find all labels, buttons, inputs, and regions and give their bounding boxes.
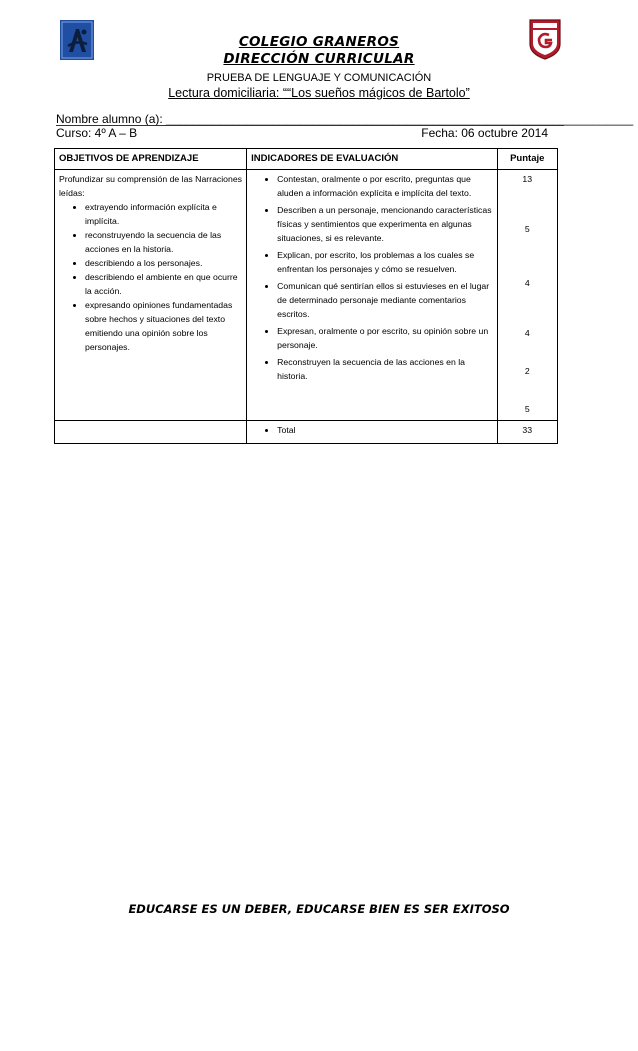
evaluation-table	[54, 148, 558, 444]
footer-motto: EDUCARSE ES UN DEBER, EDUCARSE BIEN ES SER EXITOSO	[128, 902, 510, 916]
scores-cell	[497, 170, 558, 421]
score-value: 4	[524, 328, 530, 338]
student-name-field: Nombre alumno (a): ______________________________________________________________________	[56, 112, 634, 126]
score-value: 5	[524, 404, 530, 414]
list-item: • describiendo el ambiente en que ocurre la acción.	[85, 270, 242, 298]
objective-intro: Profundizar su comprensión de las Narraciones leídas:	[59, 174, 243, 198]
score-value: 13	[522, 174, 533, 184]
school-name: COLEGIO GRANEROS	[238, 34, 400, 50]
objectives-list	[59, 200, 242, 354]
table-header-row	[55, 149, 558, 170]
direction-title: DIRECCIÓN CURRICULAR	[223, 51, 415, 67]
list-item: • Contestan, oralmente o por escrito, preguntas que aluden a información explícita e implícita del texto.	[277, 172, 492, 200]
list-item: • expresando opiniones fundamentadas sobre hechos y situaciones del texto emitiendo una opinión sobre los personajes.	[85, 298, 242, 354]
list-item: • describiendo a los personajes.	[85, 256, 242, 270]
total-label: • Total	[277, 423, 492, 437]
total-list	[251, 423, 492, 437]
indicators-list	[251, 172, 492, 383]
indicators-header: INDICADORES DE EVALUACIÓN	[247, 149, 497, 170]
score-value: 5	[524, 224, 530, 234]
list-item: • Describen a un personaje, mencionando características físicas y sentimientos que experimenta en algunas situaciones, si es relevante.	[277, 203, 492, 245]
date-label: Fecha: 06 octubre 2014	[421, 126, 548, 140]
list-item: • Explican, por escrito, los problemas a los cuales se enfrentan los personajes y cómo se resuelven.	[277, 248, 492, 276]
course-line	[56, 126, 564, 140]
table-row	[55, 170, 558, 421]
reading-title: ““Los sueños mágicos de Bartolo”	[282, 86, 470, 100]
list-item: • reconstruyendo la secuencia de las acciones en la historia.	[85, 228, 242, 256]
indicators-cell	[247, 170, 497, 421]
test-title: PRUEBA DE LENGUAJE Y COMUNICACIÓN	[206, 72, 432, 84]
list-item: • Reconstruyen la secuencia de las acciones en la historia.	[277, 355, 492, 383]
reading-line	[0, 86, 638, 100]
score-header: Puntaje	[497, 149, 558, 170]
objectives-header: OBJETIVOS DE APRENDIZAJE	[55, 149, 247, 170]
list-item: • extrayendo información explícita e implícita.	[85, 200, 242, 228]
list-item: • Expresan, oralmente o por escrito, su opinión sobre un personaje.	[277, 324, 492, 352]
course-label: Curso: 4º A – B	[56, 126, 138, 140]
total-row	[55, 421, 558, 444]
score-value: 4	[524, 278, 530, 288]
total-label-cell	[247, 421, 497, 444]
list-item: • Comunican qué sentirían ellos si estuvieses en el lugar de determinado personaje mediante comentarios escritos.	[277, 279, 492, 321]
empty-cell	[55, 421, 247, 444]
total-value: 33	[497, 421, 558, 444]
objectives-cell	[55, 170, 247, 421]
score-value: 2	[524, 366, 530, 376]
reading-prefix: Lectura domiciliaria:	[168, 86, 283, 100]
